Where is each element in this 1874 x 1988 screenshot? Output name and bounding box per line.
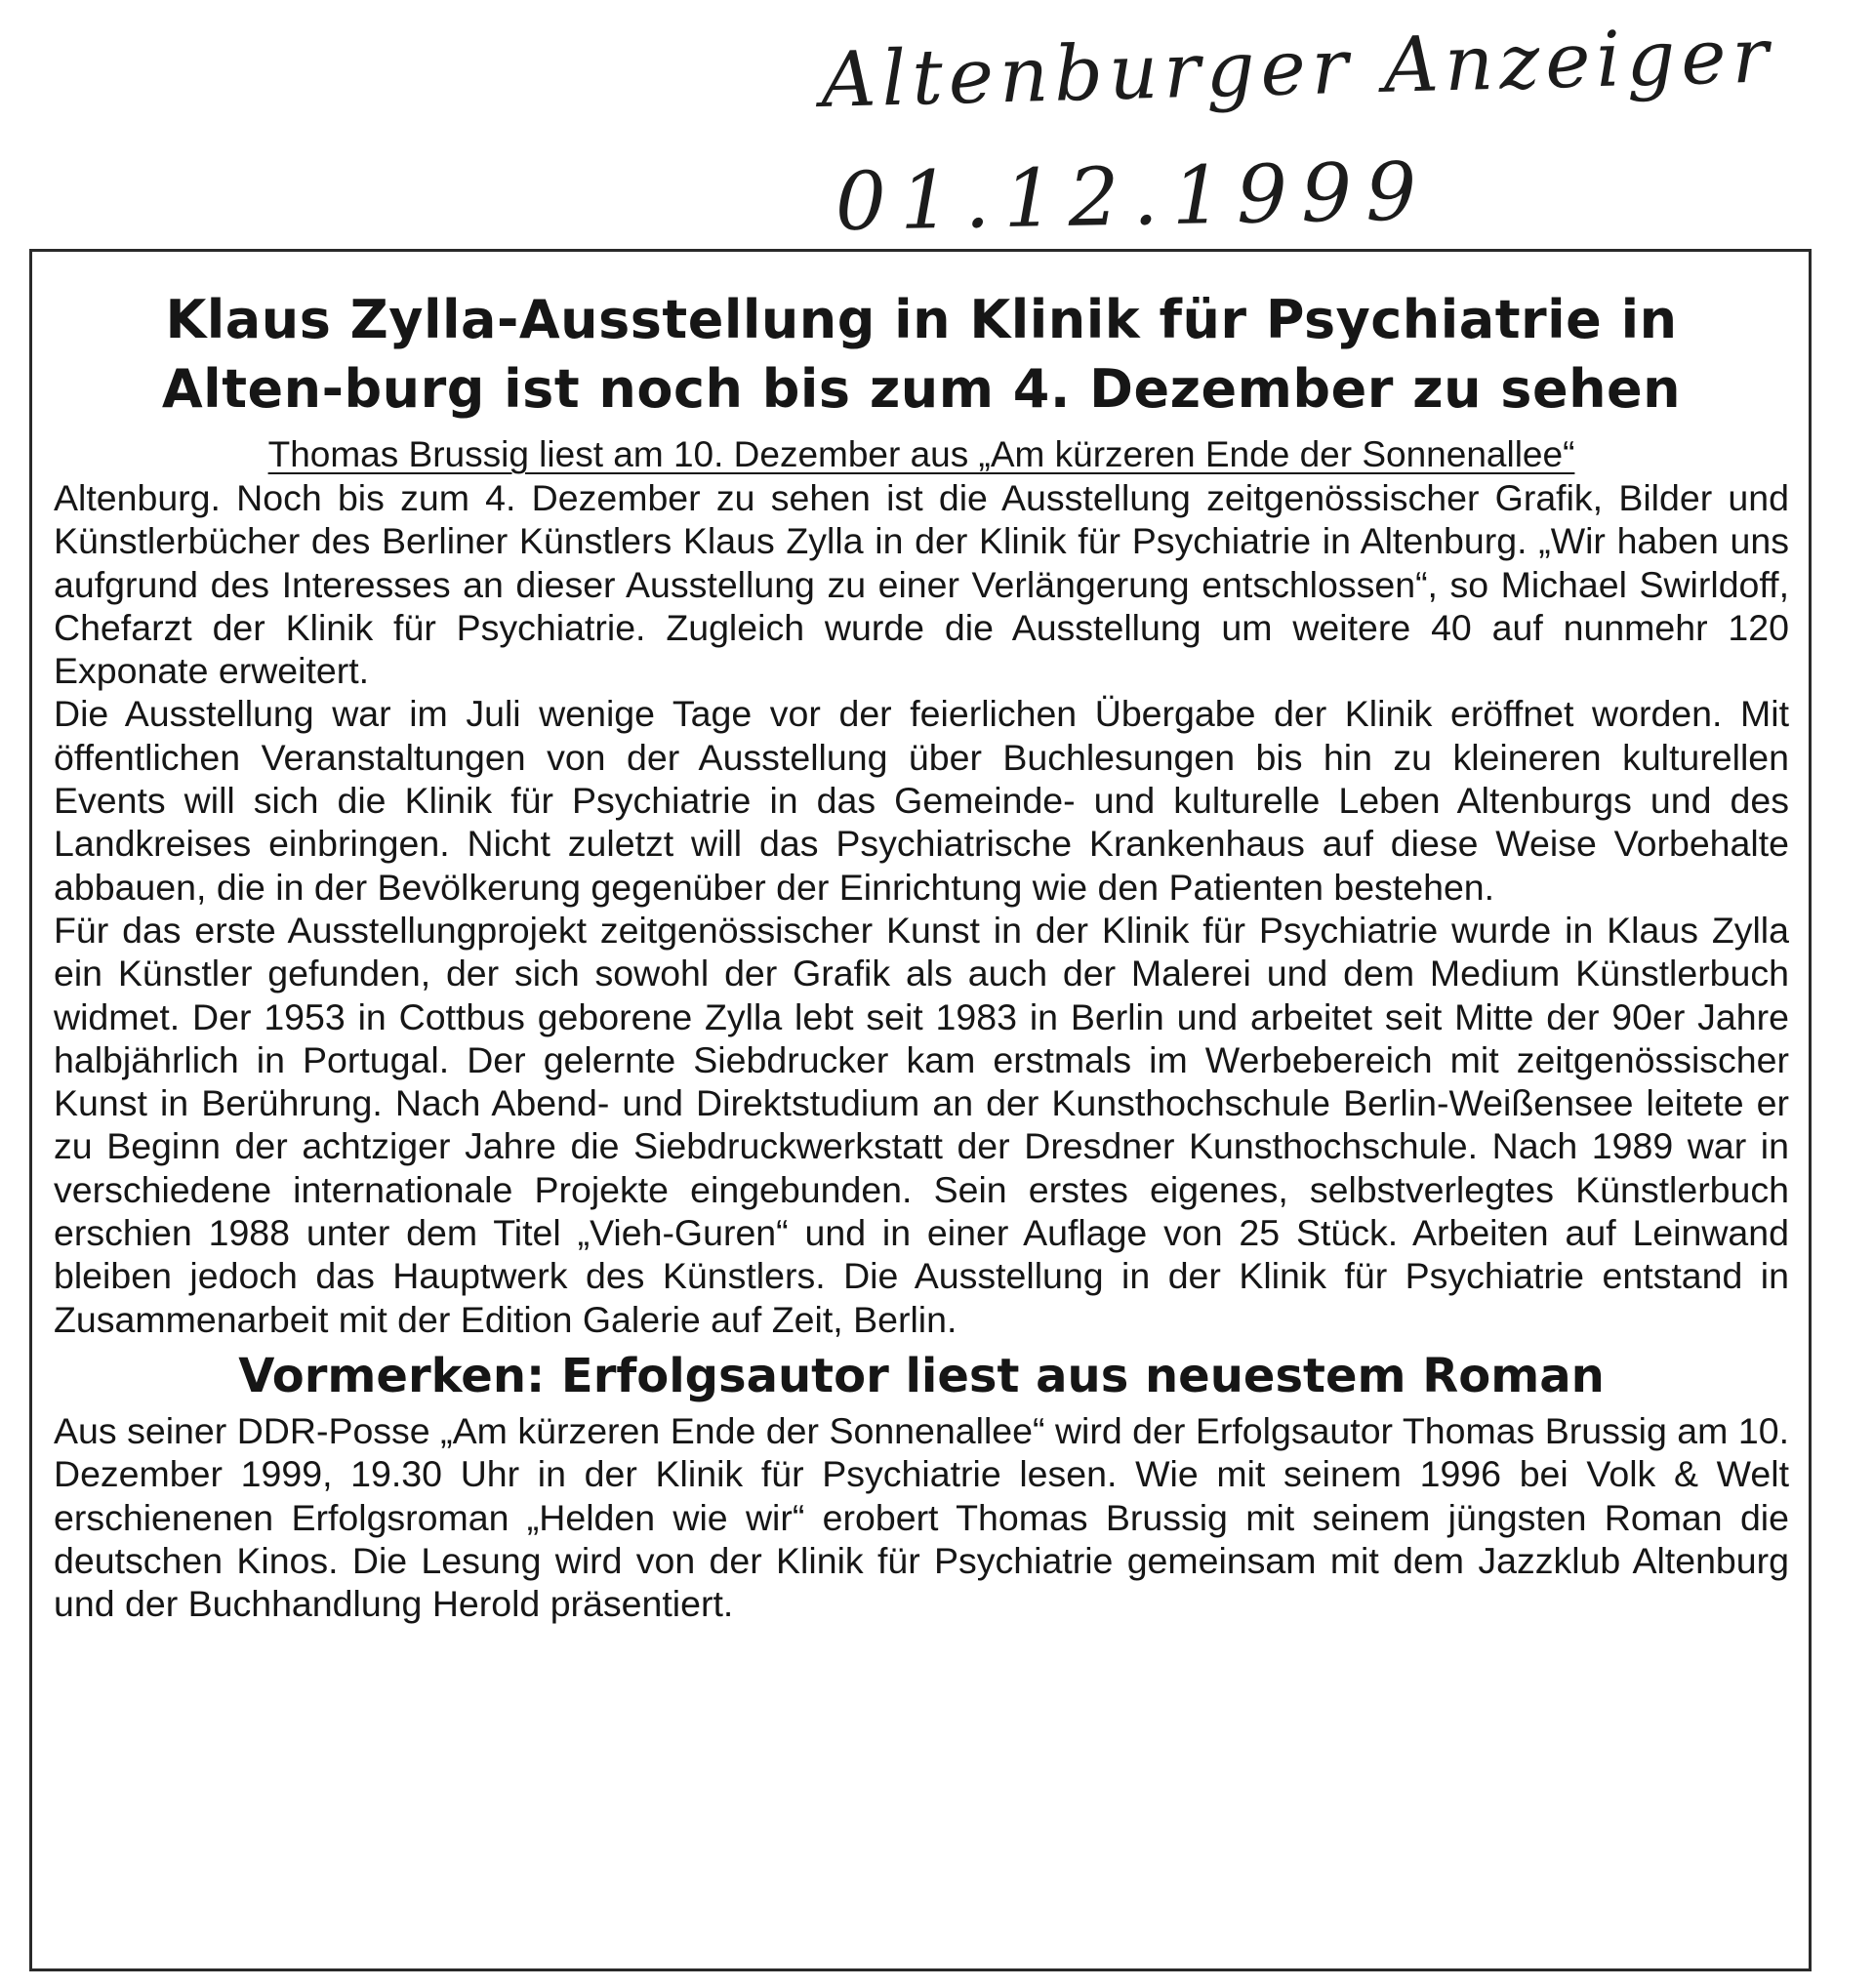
handwritten-date-note: 01.12.1999 [835,145,1432,249]
article-paragraph: Die Ausstellung war im Juli wenige Tage vor der feierlichen Übergabe der Klinik eröffnet worden. Mit öffentlichen Veranstaltungen von der Ausstellung über Buchlesungen bis hin zu kleineren kulturellen Events will sich die Klinik für Psychiatrie in das Gemeinde- und kulturelle Leben Altenburgs und des Landkreises einbringen. Nicht zuletzt will das Psychiatrische Krankenhaus auf diese Weise Vorbehalte abbauen, die in der Bevölkerung gegenüber der Einrichtung wie den Patienten bestehen. [54,693,1789,908]
article-subheadline: Thomas Brussig liest am 10. Dezember aus „Am kürzeren Ende der Sonnenallee“ [267,434,1575,474]
article-paragraph: Altenburg. Noch bis zum 4. Dezember zu sehen ist die Ausstellung zeitgenössischer Grafik, Bilder und Künstlerbücher des Berliner Künstlers Klaus Zylla in der Klinik für Psychiatrie in Altenburg. „Wir haben uns aufgrund des Interesses an dieser Ausstellung zu einer Verlängerung entschlossen“, so Michael Swirldoff, Chefarzt der Klinik für Psychiatrie. Zugleich wurde die Ausstellung um weitere 40 auf nunmehr 120 Exponate erweitert. [54,477,1789,692]
section-heading: Vormerken: Erfolgsautor liest aus neuestem Roman [238,1348,1605,1403]
article-subheadline-wrapper [54,433,1789,476]
article-headline: Klaus Zylla-Ausstellung in Klinik für Psychiatrie in Alten-burg ist noch bis zum 4. Dezember zu sehen [161,289,1682,420]
article-paragraph: Für das erste Ausstellungprojekt zeitgenössischer Kunst in der Klinik für Psychiatrie wurde in Klaus Zylla ein Künstler gefunden, der sich sowohl der Grafik als auch der Malerei und dem Medium Künstlerbuch widmet. Der 1953 in Cottbus geborene Zylla lebt seit 1983 in Berlin und arbeitet seit Mitte der 90er Jahre halbjährlich in Portugal. Der gelernte Siebdrucker kam erstmals im Werbebereich mit zeitgenössischer Kunst in Berührung. Nach Abend- und Direktstudium an der Kunsthochschule Berlin-Weißensee leitete er zu Beginn der achtziger Jahre die Siebdruckwerkstatt der Dresdner Kunsthochschule. Nach 1989 war in verschiedene internationale Projekte eingebunden. Sein erstes eigenes, selbstverlegtes Künstlerbuch erschien 1988 unter dem Titel „Vieh-Guren“ und in einer Auflage von 25 Stück. Arbeiten auf Leinwand bleiben jedoch das Hauptwerk des Künstlers. Die Ausstellung in der Klinik für Psychiatrie entstand in Zusammenarbeit mit der Edition Galerie auf Zeit, Berlin. [54,909,1789,1340]
handwritten-source-note: Altenburger Anzeiger [820,12,1775,125]
section-paragraph: Aus seiner DDR-Posse „Am kürzeren Ende der Sonnenallee“ wird der Erfolgsautor Thomas Brussig am 10. Dezember 1999, 19.30 Uhr in der Klinik für Psychiatrie lesen. Wie mit seinem 1996 bei Volk & Welt erschienenen Erfolgsroman „Helden wie wir“ erobert Thomas Brussig mit seinem jüngsten Roman die deutschen Kinos. Die Lesung wird von der Klinik für Psychiatrie gemeinsam mit dem Jazzklub Altenburg und der Buchhandlung Herold präsentiert. [54,1409,1789,1625]
newspaper-clipping [29,249,1812,1971]
